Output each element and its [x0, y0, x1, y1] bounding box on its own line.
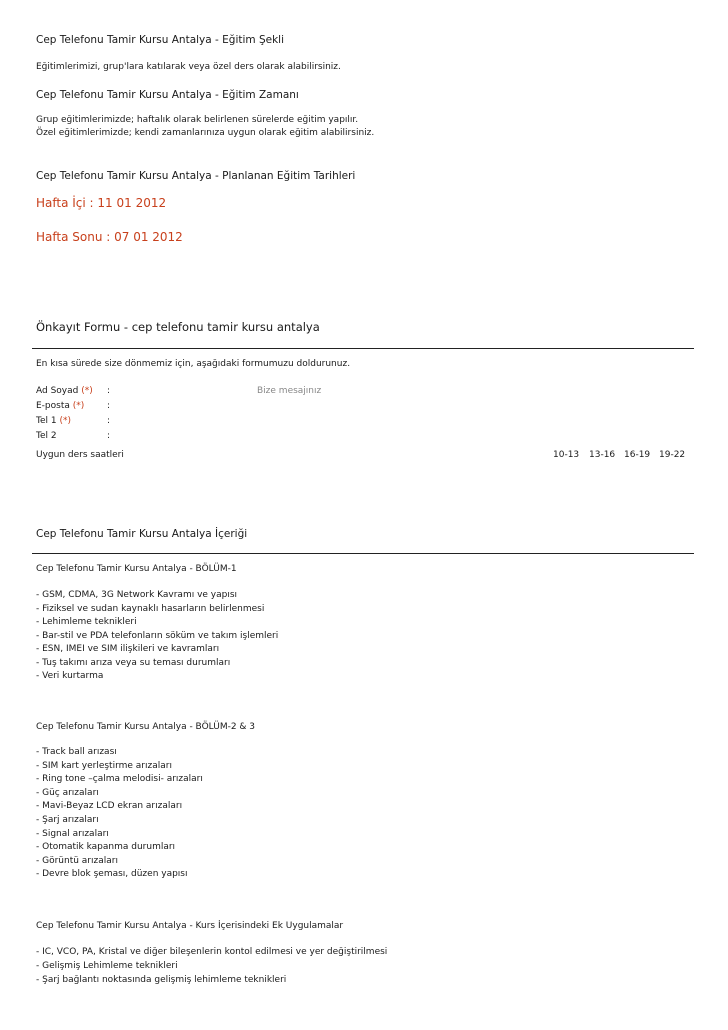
- part2-item: - Ring tone –çalma melodisi- arızaları: [36, 774, 203, 785]
- part2-item: - SIM kart yerleştirme arızaları: [36, 760, 172, 771]
- part1-heading: Cep Telefonu Tamir Kursu Antalya - BÖLÜM-1: [36, 564, 237, 574]
- tel1-field[interactable]: [118, 413, 238, 427]
- tel2-colon: :: [107, 431, 111, 441]
- section-heading-training-time: Cep Telefonu Tamir Kursu Antalya - Eğitim Zamanı: [36, 89, 299, 101]
- form-divider: [32, 348, 694, 349]
- part2-item: - Devre blok şeması, düzen yapısı: [36, 869, 188, 880]
- hours-option-19-22[interactable]: 19-22: [659, 450, 686, 460]
- part1-item: - Tuş takımı arıza veya su teması durumları: [36, 657, 231, 668]
- part2-item: - Mavi-Beyaz LCD ekran arızaları: [36, 801, 183, 812]
- weekend-date: Hafta Sonu : 07 01 2012: [36, 230, 183, 244]
- part3-item: - Şarj bağlantı noktasında gelişmiş lehimleme teknikleri: [36, 975, 287, 985]
- hours-option-16-19[interactable]: 16-19: [624, 450, 651, 460]
- tel2-label: Tel 2: [36, 431, 57, 441]
- form-title: Önkayıt Formu - cep telefonu tamir kursu antalya: [36, 320, 320, 334]
- part3-item: - IC, VCO, PA, Kristal ve diğer bileşenlerin kontol edilmesi ve yer değiştirilmesi: [36, 947, 388, 957]
- required-marker: (*): [81, 386, 93, 396]
- content-title: Cep Telefonu Tamir Kursu Antalya İçeriği: [36, 528, 248, 540]
- part2-item: - Görüntü arızaları: [36, 855, 118, 866]
- name-field[interactable]: [118, 383, 238, 397]
- part2-heading: Cep Telefonu Tamir Kursu Antalya - BÖLÜM-2 & 3: [36, 722, 256, 732]
- section-heading-training-type: Cep Telefonu Tamir Kursu Antalya - Eğitim Şekli: [36, 34, 285, 46]
- part1-item: - Veri kurtarma: [36, 671, 104, 681]
- training-type-text: Eğitimlerimizi, grup'lara katılarak veya özel ders olarak alabilirsiniz.: [36, 62, 341, 72]
- email-field[interactable]: [118, 398, 238, 412]
- hours-option-10-13[interactable]: 10-13: [553, 450, 580, 460]
- part2-item: - Signal arızaları: [36, 828, 109, 839]
- part1-item: - ESN, IMEI ve SIM ilişkileri ve kavramları: [36, 644, 220, 654]
- email-colon: :: [107, 401, 111, 411]
- hours-label: Uygun ders saatleri: [36, 450, 124, 460]
- part1-item: - Fiziksel ve sudan kaynaklı hasarların belirlenmesi: [36, 603, 265, 614]
- email-label: E-posta (*): [36, 401, 85, 411]
- content-divider: [32, 553, 694, 554]
- part2-item: - Otomatik kapanma durumları: [36, 842, 176, 853]
- section-heading-planned-dates: Cep Telefonu Tamir Kursu Antalya - Planlanan Eğitim Tarihleri: [36, 170, 356, 182]
- training-time-line-1: Grup eğitimlerimizde; haftalık olarak belirlenen sürelerde eğitim yapılır.: [36, 115, 359, 125]
- tel1-colon: :: [107, 416, 111, 426]
- part2-item: - Track ball arızası: [36, 747, 117, 757]
- part1-item: - GSM, CDMA, 3G Network Kavramı ve yapısı: [36, 590, 238, 600]
- name-colon: :: [107, 386, 111, 396]
- part3-heading: Cep Telefonu Tamir Kursu Antalya - Kurs İçerisindeki Ek Uygulamalar: [36, 921, 344, 931]
- tel2-field[interactable]: [118, 428, 238, 442]
- name-label: Ad Soyad (*): [36, 386, 93, 396]
- training-time-line-2: Özel eğitimlerimizde; kendi zamanlarınıza uygun olarak eğitim alabilirsiniz.: [36, 128, 375, 138]
- weekday-date: Hafta İçi : 11 01 2012: [36, 196, 167, 210]
- required-marker: (*): [72, 401, 85, 411]
- hours-option-13-16[interactable]: 13-16: [589, 450, 616, 460]
- message-field[interactable]: Bize mesajınız: [257, 386, 322, 396]
- tel1-label: Tel 1 (*): [36, 416, 71, 426]
- part1-item: - Bar-stil ve PDA telefonların söküm ve takım işlemleri: [36, 630, 279, 641]
- part2-item: - Şarj arızaları: [36, 815, 99, 825]
- form-intro: En kısa sürede size dönmemiz için, aşağıdaki formumuzu doldurunuz.: [36, 359, 351, 369]
- part3-item: - Gelişmiş Lehimleme teknikleri: [36, 961, 178, 971]
- part1-item: - Lehimleme teknikleri: [36, 617, 137, 627]
- part2-item: - Güç arızaları: [36, 787, 99, 798]
- required-marker: (*): [59, 416, 71, 426]
